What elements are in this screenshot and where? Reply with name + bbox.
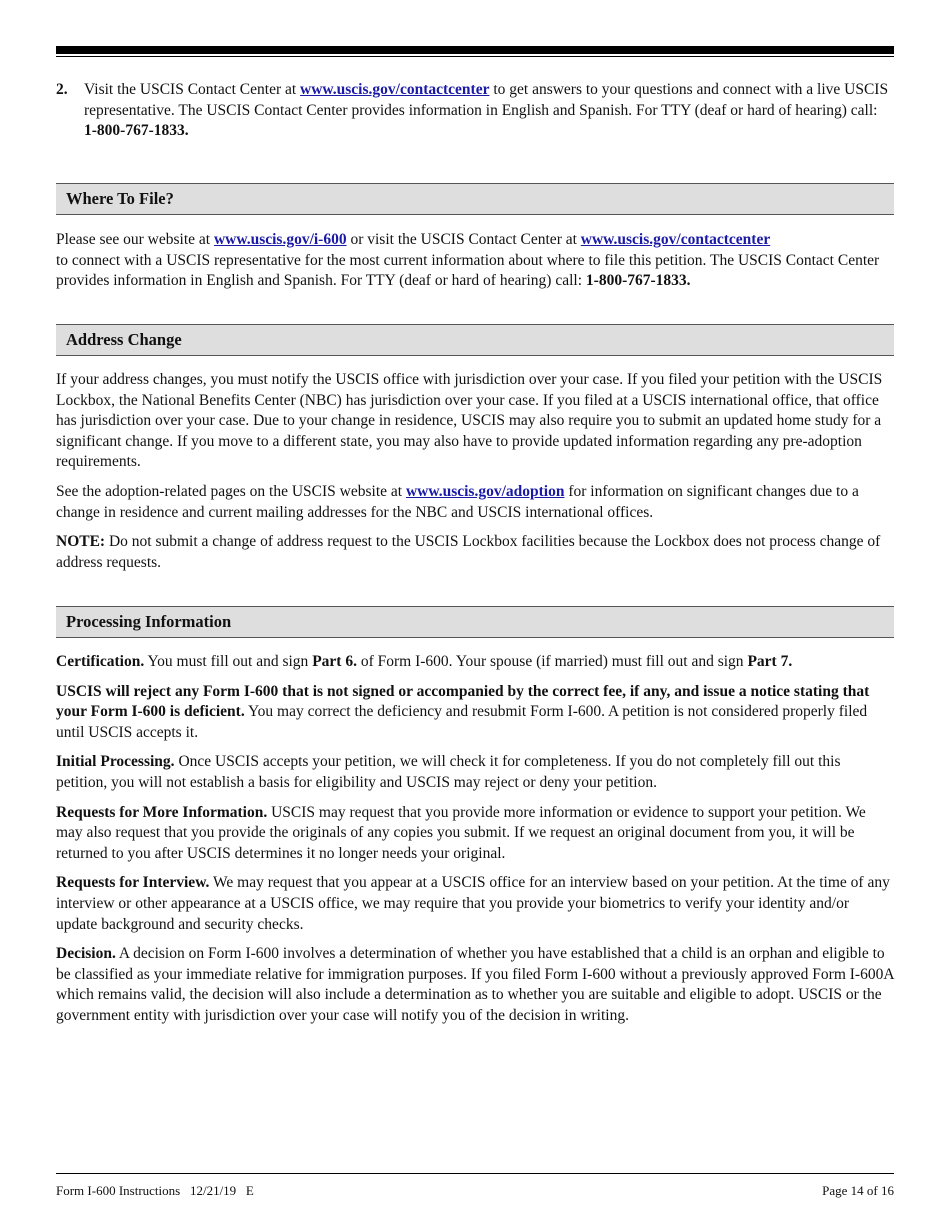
text: or visit the USCIS Contact Center at bbox=[346, 231, 581, 248]
more-information-paragraph bbox=[56, 803, 894, 865]
adoption-pages-paragraph bbox=[56, 482, 894, 523]
page-number: Page 14 of 16 bbox=[822, 1183, 894, 1198]
section-title: Address Change bbox=[66, 330, 182, 349]
i600-link[interactable]: www.uscis.gov/i-600 bbox=[213, 231, 347, 248]
text: A decision on Form I-600 involves a determination of whether you have established that a child is an orphan and eligible to be classified as your immediate relative for immigration purposes. If you filed Form I-600 without a previously approved Form I-600A which remains valid, the decision will also include a determination as to whether you are suitable and eligible to adopt. USCIS or the government entity with jurisdiction over your case will notify you of the decision in writing. bbox=[56, 945, 894, 1024]
label: Requests for Interview. bbox=[56, 874, 210, 892]
text: USCIS may request that you provide more information or evidence to support your petition. We may also request that you provide the originals of any copies you submit. If we request an original document from you, it will be returned to you after USCIS determines it no longer needs your original. bbox=[56, 803, 866, 862]
processing-information-header bbox=[56, 606, 894, 638]
text: You may correct the deficiency and resubmit Form I-600. A petition is not considered properly filed until USCIS accepts it. bbox=[56, 703, 868, 741]
label: Requests for More Information. bbox=[56, 803, 268, 821]
item-text bbox=[84, 80, 894, 142]
contactcenter-link[interactable]: www.uscis.gov/contactcenter bbox=[300, 81, 490, 98]
text: to get answers to your questions and connect with a live USCIS representative. The USCIS Contact Center provides information in English and Spanish. For TTY (deaf or hard of hearing) call: bbox=[84, 81, 889, 119]
address-change-header bbox=[56, 324, 894, 356]
label: Certification. bbox=[56, 653, 145, 670]
text: to connect with a USCIS representative for the most current information about where to file this petition. The USCIS Contact Center provides information in English and Spanish. For TTY (deaf or hard of hearing) call: bbox=[56, 251, 880, 290]
where-to-file-body bbox=[56, 230, 894, 292]
processing-information-body bbox=[56, 652, 894, 1027]
item-number: 2. bbox=[56, 81, 68, 98]
label: USCIS will reject any Form I-600 that is not signed or accompanied by the correct fee, if any, and issue a notice stating that your Form I-600 is deficient. bbox=[56, 682, 870, 721]
top-rule-thin bbox=[56, 56, 894, 57]
rejection-paragraph bbox=[56, 682, 894, 744]
tty-phone: 1-800-767-1833. bbox=[84, 122, 189, 140]
label: Initial Processing. bbox=[56, 753, 175, 771]
text: Visit the USCIS Contact Center at bbox=[84, 81, 301, 98]
text: We may request that you appear at a USCIS office for an interview based on your petition. At the time of any interview or other appearance at a USCIS office, we may require that you provide your biometrics to verify your identity and/or update background and security checks. bbox=[56, 874, 890, 933]
text: of Form I-600. Your spouse (if married) must fill out and sign bbox=[356, 653, 748, 670]
footer-rule bbox=[56, 1173, 894, 1174]
text: for information on significant changes due to a change in residence and current mailing addresses for the NBC and USCIS international offices. bbox=[56, 482, 859, 521]
note-label: NOTE: bbox=[56, 533, 106, 551]
label: Decision. bbox=[56, 945, 116, 963]
part-ref: Part 7. bbox=[747, 653, 793, 670]
text: Once USCIS accepts your petition, we will check it for completeness. If you do not completely fill out this petition, you will not establish a basis for eligibility and USCIS may reject or deny your petition. bbox=[56, 753, 841, 791]
initial-processing-paragraph bbox=[56, 752, 894, 793]
text: See the adoption-related pages on the USCIS website at bbox=[56, 482, 406, 500]
address-change-paragraph: If your address changes, you must notify the USCIS office with jurisdiction over your case. If you filed your petition with the USCIS Lockbox, the National Benefits Center (NBC) has jurisdiction over your case. If you filed at a USCIS international office, that office has jurisdiction over your case. Due to your change in residence, USCIS may also require you to submit an updated home study for a significant change. If you move to a different state, you may also have to provide updated information regarding any pre-adoption requirements. bbox=[56, 371, 883, 471]
section-title: Processing Information bbox=[66, 612, 232, 631]
form-id: Form I-600 Instructions 12/21/19 E bbox=[56, 1183, 254, 1198]
part-ref: Part 6. bbox=[312, 653, 357, 670]
text: You must fill out and sign bbox=[144, 653, 313, 670]
top-rule bbox=[56, 46, 894, 54]
address-change-body bbox=[56, 370, 894, 573]
certification-paragraph bbox=[56, 652, 894, 673]
interview-paragraph bbox=[56, 873, 894, 935]
text: Please see our website at bbox=[56, 231, 214, 248]
adoption-link[interactable]: www.uscis.gov/adoption bbox=[405, 482, 565, 500]
text: Do not submit a change of address request to the USCIS Lockbox facilities because the Lockbox does not process change of address requests. bbox=[56, 533, 881, 571]
decision-paragraph bbox=[56, 944, 894, 1026]
tty-phone: 1-800-767-1833. bbox=[585, 272, 691, 290]
note-paragraph bbox=[56, 532, 894, 573]
where-to-file-header bbox=[56, 183, 894, 215]
section-title: Where To File? bbox=[66, 189, 174, 208]
contactcenter-link[interactable]: www.uscis.gov/contactcenter bbox=[580, 231, 771, 248]
footer bbox=[56, 1183, 894, 1199]
contact-center-item bbox=[56, 80, 894, 142]
where-to-file-paragraph bbox=[56, 230, 894, 292]
